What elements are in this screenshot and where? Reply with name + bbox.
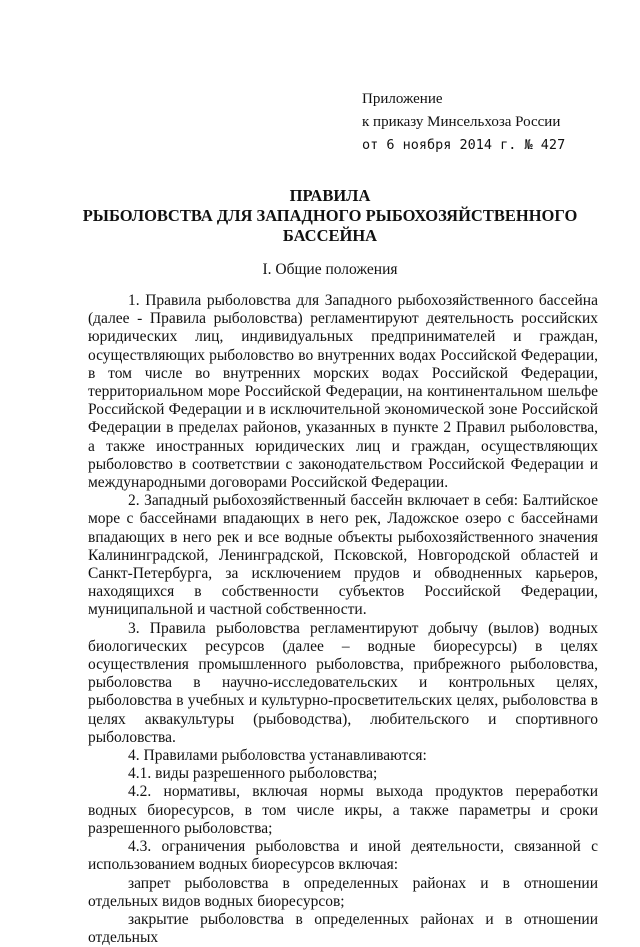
paragraph-ban: запрет рыболовства в определенных районах и в отношении отдельных видов водных биоресурсов; <box>88 874 598 910</box>
body-text <box>88 292 598 947</box>
title-line-1: ПРАВИЛА <box>289 186 371 205</box>
paragraph-4: 4. Правилами рыболовства устанавливаются: <box>128 747 427 765</box>
paragraph-1: 1. Правила рыболовства для Западного рыбохозяйственного бассейна (далее - Правила рыболовства) регламентируют деятельность российских юридических лиц, индивидуальных предпринимателей и граждан, осуществляющих рыболовство во внутренних водах Российской Федерации, в том числе во внутренних морских водах Российской Федерации, территориальном море Российской Федерации, на континентальном шельфе Российской Федерации и в исключительной экономической зоне Российской Федерации в пределах районов, указанных в пункте 2 Правил рыболовства, а также иностранных юридических лиц и граждан, осуществляющих рыболовство в соответствии с законодательством Российской Федерации и международными договорами Российской Федерации. <box>88 292 598 492</box>
paragraph-3: 3. Правила рыболовства регламентируют добычу (вылов) водных биологических ресурсов (далее – водные биоресурсы) в целях осуществления промышленного рыболовства, прибрежного рыболовства, рыболовства в научно-исследовательских и контрольных целях, рыболовства в учебных и культурно-просветительских целях, рыболовства в целях аквакультуры (рыбоводства), любительского и спортивного рыболовства. <box>88 619 598 746</box>
title-line-3: БАССЕЙНА <box>282 226 378 245</box>
appendix-line-1: Приложение <box>362 91 443 107</box>
paragraph-2: 2. Западный рыбохозяйственный бассейн включает в себя: Балтийское море с бассейнами впадающих в него рек, Ладожское озеро с бассейнами впадающих в него рек и все водные объекты рыбохозяйственного значения Калининградской, Ленинградской, Псковской, Новгородской областей и Санкт-Петербурга, за исключением прудов и обводненных карьеров, находящихся в собственности субъектов Российской Федерации, муниципальной и частной собственности. <box>88 492 598 619</box>
appendix-note <box>362 88 565 157</box>
paragraph-4-3: 4.3. ограничения рыболовства и иной деятельности, связанной с использованием водных биоресурсов включая: <box>88 838 598 874</box>
document-title <box>60 186 600 246</box>
appendix-line-2: к приказу Минсельхоза России <box>362 114 561 130</box>
section-heading: I. Общие положения <box>262 261 398 278</box>
paragraph-4-1: 4.1. виды разрешенного рыболовства; <box>128 765 378 783</box>
paragraph-4-2: 4.2. нормативы, включая нормы выхода продуктов переработки водных биоресурсов, в том числе икры, а также параметры и сроки разрешенного рыболовства; <box>88 783 598 837</box>
paragraph-closure: закрытие рыболовства в определенных районах и в отношении отдельных <box>88 910 598 947</box>
title-line-2: РЫБОЛОВСТВА ДЛЯ ЗАПАДНОГО РЫБОХОЗЯЙСТВЕННОГО <box>82 206 578 225</box>
appendix-line-3: от 6 ноября 2014 г. № 427 <box>362 137 566 153</box>
